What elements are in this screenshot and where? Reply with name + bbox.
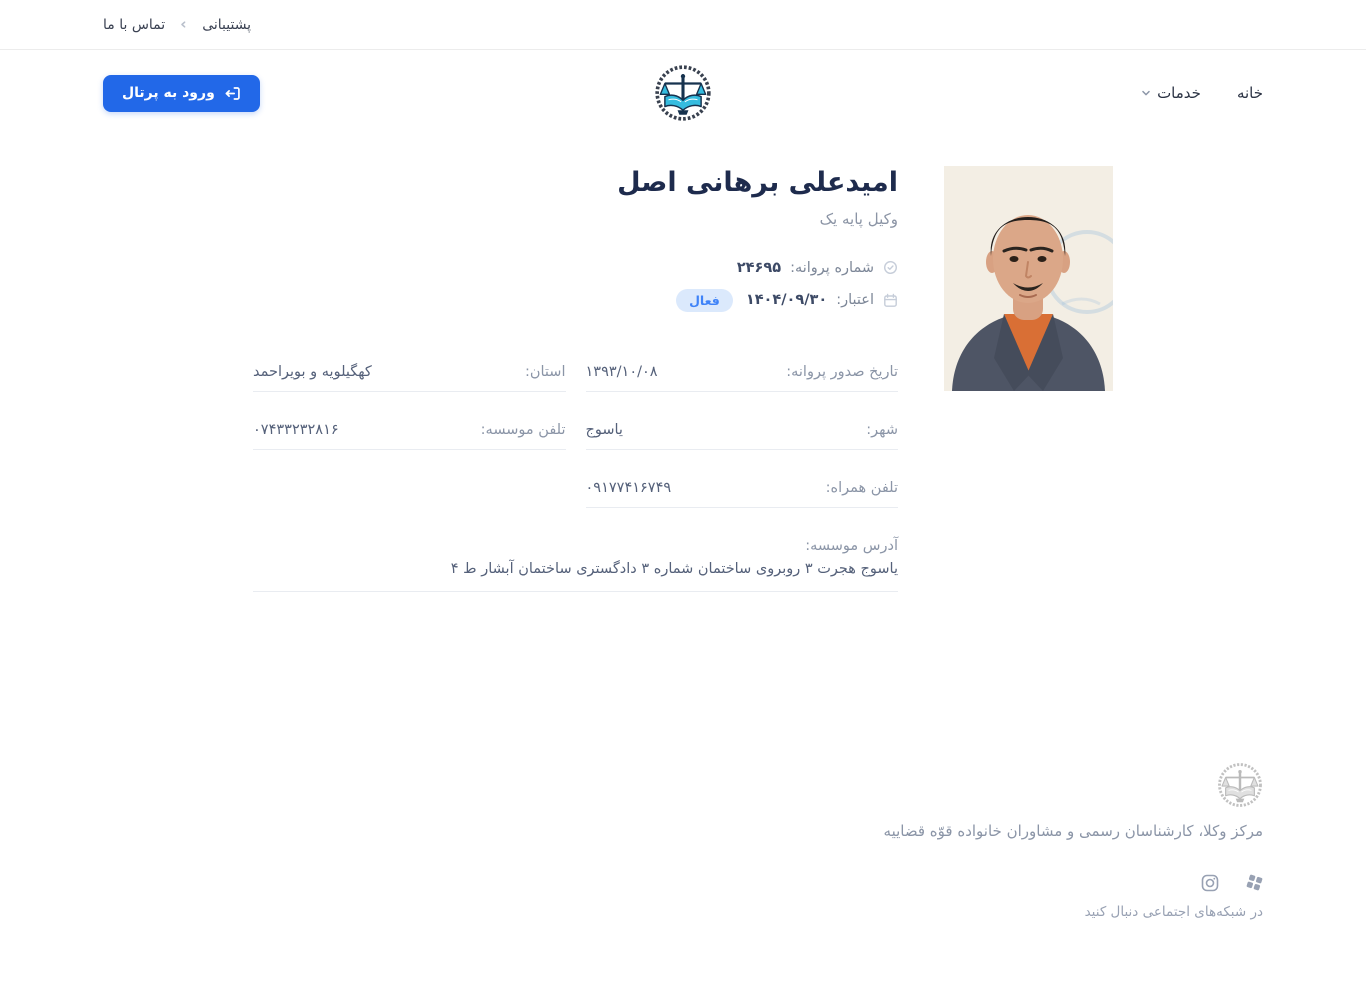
license-number-label: شماره پروانه: bbox=[790, 259, 874, 276]
calendar-icon bbox=[883, 293, 898, 308]
nav-home[interactable] bbox=[1237, 84, 1263, 102]
field-label: تلفن موسسه: bbox=[480, 421, 566, 438]
portal-login-label: ورود به پرتال bbox=[122, 85, 215, 101]
topbar bbox=[0, 0, 1366, 50]
license-number-row bbox=[253, 260, 898, 276]
portal-login-button[interactable] bbox=[103, 75, 260, 112]
login-arrow-icon bbox=[224, 85, 241, 102]
follow-us-text: در شبکه‌های اجتماعی دنبال کنید bbox=[1084, 903, 1263, 920]
site-footer bbox=[0, 762, 1366, 1006]
chevron-down-icon bbox=[1141, 88, 1151, 98]
footer-logo bbox=[1217, 762, 1263, 808]
field-value: ۰۹۱۷۷۴۱۶۷۴۹ bbox=[585, 479, 672, 496]
field-label: آدرس موسسه: bbox=[805, 537, 898, 554]
lawyer-grade: وکیل پایه یک bbox=[819, 209, 898, 228]
organization-name: مرکز وکلا، کارشناسان رسمی و مشاوران خانواده قوّه قضاییه bbox=[883, 821, 1263, 840]
page-title-lawyer-name: امیدعلی برهانی اصل bbox=[617, 167, 898, 198]
justice-scales-emblem-icon bbox=[654, 64, 712, 122]
license-number-value: ۲۴۶۹۵ bbox=[736, 259, 782, 276]
lawyer-profile-section bbox=[0, 166, 1366, 592]
field-office-address bbox=[253, 538, 898, 592]
validity-label: اعتبار: bbox=[836, 292, 874, 309]
support-link[interactable]: پشتیبانی bbox=[202, 16, 252, 33]
field-label: شهر: bbox=[866, 421, 898, 438]
contact-link[interactable]: تماس با ما bbox=[103, 16, 166, 33]
grid-spacer bbox=[253, 480, 566, 508]
instagram-icon[interactable] bbox=[1201, 874, 1219, 892]
site-header bbox=[0, 50, 1366, 136]
field-mobile-phone bbox=[586, 480, 899, 508]
validity-row bbox=[253, 289, 898, 312]
breadcrumb-chevron-icon bbox=[179, 20, 188, 29]
field-province bbox=[253, 364, 566, 392]
badge-check-icon bbox=[883, 260, 898, 275]
field-value: ۱۳۹۳/۱۰/۰۸ bbox=[585, 363, 658, 380]
nav-home-label: خانه bbox=[1236, 84, 1263, 102]
field-label: استان: bbox=[524, 363, 566, 380]
status-badge: فعال bbox=[676, 289, 733, 312]
field-label: تلفن همراه: bbox=[825, 479, 898, 496]
validity-date: ۱۴۰۴/۰۹/۳۰ bbox=[745, 292, 828, 309]
field-issue-date bbox=[586, 364, 899, 392]
judiciary-lawyers-logo[interactable] bbox=[654, 64, 712, 122]
field-office-phone bbox=[253, 422, 566, 450]
field-value: یاسوج bbox=[585, 421, 623, 438]
portrait-photo-image bbox=[944, 166, 1113, 391]
main-nav bbox=[712, 84, 1263, 102]
details-grid bbox=[253, 364, 898, 592]
field-value: یاسوج هجرت ۳ روبروی ساختمان شماره ۳ دادگستری ساختمان آبشار ط ۴ bbox=[450, 560, 898, 577]
nav-services[interactable] bbox=[1141, 84, 1201, 102]
field-value: ۰۷۴۳۳۲۳۲۸۱۶ bbox=[253, 421, 339, 438]
field-value: کهگیلویه و بویراحمد bbox=[253, 363, 372, 380]
field-label: تاریخ صدور پروانه: bbox=[786, 363, 898, 380]
field-city bbox=[586, 422, 899, 450]
social-links bbox=[1201, 874, 1263, 892]
justice-scales-emblem-icon bbox=[1217, 762, 1263, 808]
lawyer-photo bbox=[944, 166, 1113, 391]
nav-services-label: خدمات bbox=[1157, 84, 1201, 102]
bale-icon[interactable] bbox=[1246, 874, 1263, 891]
